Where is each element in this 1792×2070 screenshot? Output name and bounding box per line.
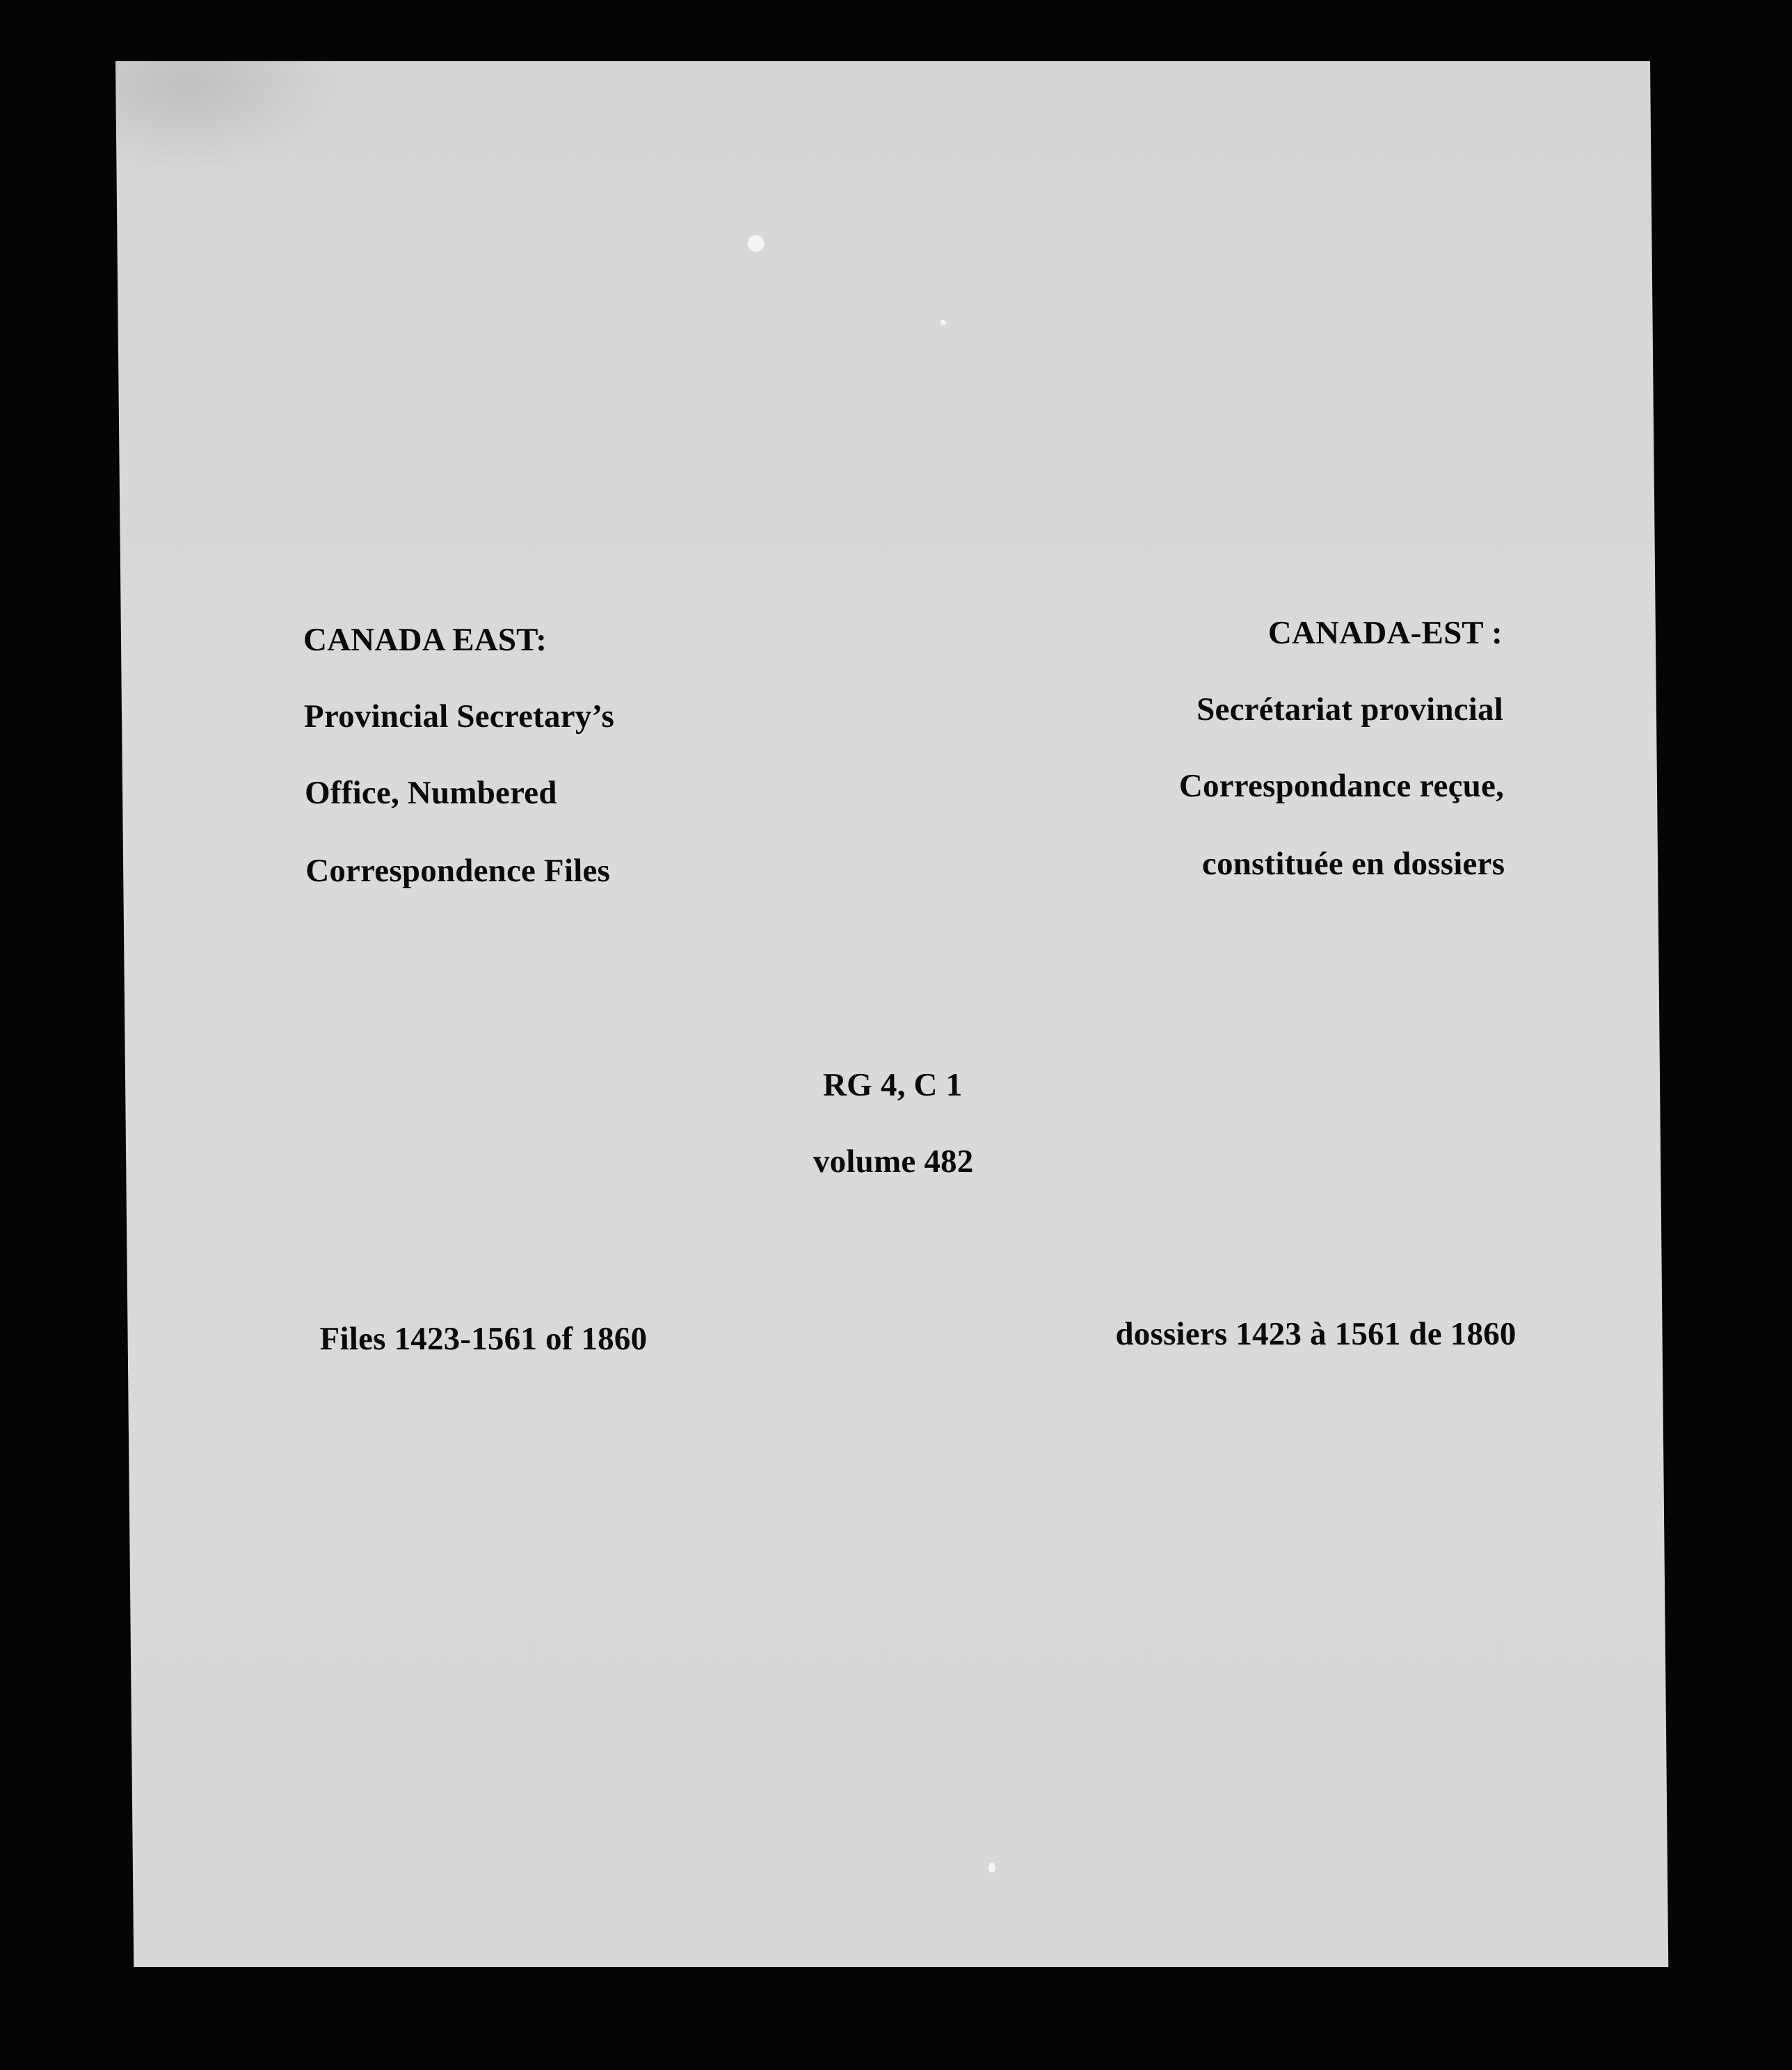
right-line-1: Secrétariat provincial [1196,691,1504,728]
right-line-3: constituée en dossiers [1201,846,1505,882]
record-group-reference: RG 4, C 1 [822,1067,963,1103]
dust-speck [989,1863,995,1872]
document-page [115,61,1668,1967]
left-line-2: Office, Numbered [304,775,557,811]
right-heading: CANADA-EST : [1267,615,1503,651]
files-range-english: Files 1423-1561 of 1860 [319,1321,648,1357]
dust-speck [747,235,764,252]
files-range-french: dossiers 1423 à 1561 de 1860 [1115,1316,1517,1352]
left-line-3: Correspondence Files [305,853,611,889]
left-line-1: Provincial Secretary’s [303,698,615,735]
volume-number: volume 482 [813,1144,974,1180]
dust-speck [941,320,946,326]
right-line-2: Correspondance reçue, [1178,768,1505,804]
page-shadow [115,61,353,172]
left-heading: CANADA EAST: [303,622,547,658]
